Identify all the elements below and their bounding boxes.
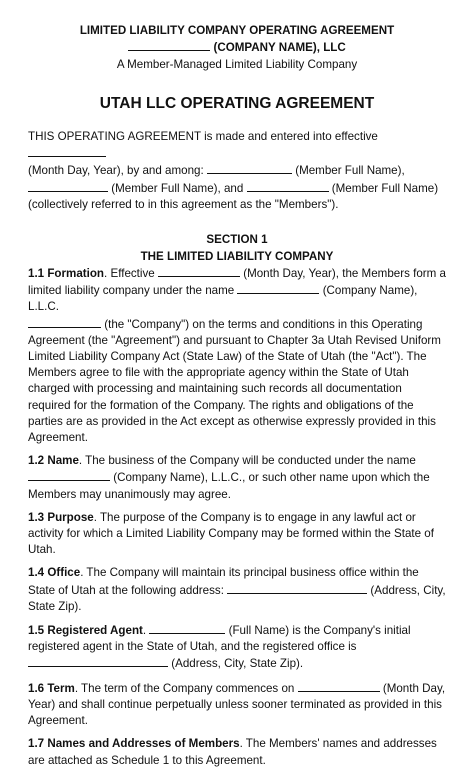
- clause-1-1-text-c: (Company Name), L.L.C.: [28, 284, 418, 314]
- clause-1-3: [28, 510, 446, 559]
- clause-1-1-text-b: (Month Day, Year), the Members form a limited liability company under the name: [28, 267, 446, 298]
- clause-1-5-text-a: .: [142, 624, 147, 638]
- clause-1-4-text-a: . The Company will maintain its principal business office within the State of Utah at the following address:: [28, 566, 419, 597]
- formation-date-blank: [158, 265, 240, 277]
- clause-1-3-text-a: . The purpose of the Company is to engage in any lawful act or activity for which a Limited Liability Company may be formed within the State of Utah.: [28, 510, 434, 557]
- clause-1-6-label: 1.6 Term: [28, 681, 75, 695]
- clause-1-5-text-c: (Address, City, State Zip).: [171, 657, 304, 671]
- clause-1-1: [28, 265, 446, 446]
- clause-1-3-label: 1.3 Purpose: [28, 510, 94, 524]
- section-name: THE LIMITED LIABILITY COMPANY: [140, 250, 334, 264]
- intro-text-e: (Member Full Name): [331, 181, 439, 195]
- doc-header-company-name: [28, 39, 446, 56]
- clause-1-5-label: 1.5 Registered Agent: [28, 624, 143, 638]
- effective-date-blank: [28, 145, 106, 157]
- intro-text-b: (Month Day, Year), by and among:: [28, 164, 204, 178]
- clause-1-7: [28, 736, 446, 768]
- section-number: SECTION 1: [206, 233, 268, 247]
- intro-text-c: (Member Full Name),: [295, 164, 405, 178]
- clause-1-6-text-a: . The term of the Company commences on: [74, 681, 295, 695]
- clause-1-6-text-b: (Month Day, Year) and shall continue perpetually unless sooner terminated as provided in this Agreement.: [28, 681, 446, 728]
- office-address-blank: [227, 582, 367, 594]
- member1-blank: [207, 162, 292, 174]
- member2-blank: [28, 180, 108, 192]
- clause-1-2-text-a: . The business of the Company will be conducted under the name: [78, 454, 416, 468]
- agent-address-blank: [28, 655, 168, 667]
- clause-1-7-label: 1.7 Names and Addresses of Members: [28, 737, 240, 751]
- clause-1-5-text-b: (Full Name) is the Company's initial registered agent in the State of Utah, and the registered office is: [28, 624, 411, 654]
- doc-title: UTAH LLC OPERATING AGREEMENT: [99, 95, 375, 112]
- formation-company-blank: [237, 282, 319, 294]
- doc-subtitle: A Member-Managed Limited Liability Company: [116, 58, 358, 71]
- company-name-blank: [128, 39, 210, 51]
- clause-1-1-label: 1.1 Formation: [28, 267, 105, 281]
- company-name-suffix: (COMPANY NAME), LLC: [213, 41, 346, 54]
- intro-text-f: (collectively referred to in this agreement as the "Members").: [28, 197, 339, 211]
- member3-blank: [247, 180, 329, 192]
- clause-1-2-label: 1.2 Name: [28, 454, 79, 468]
- name-blank: [28, 469, 110, 481]
- intro-paragraph: [28, 129, 446, 213]
- intro-text-a: THIS OPERATING AGREEMENT is made and entered into effective: [28, 130, 378, 143]
- clause-1-6: [28, 680, 446, 730]
- clause-1-5: [28, 622, 446, 673]
- term-date-blank: [298, 680, 380, 692]
- clause-1-1-text-a: . Effective: [104, 267, 155, 281]
- clause-1-2: [28, 453, 446, 503]
- clause-1-4-text-b: (Address, City, State Zip).: [28, 583, 446, 613]
- formation-company-blank-2: [28, 316, 101, 328]
- clause-1-1-text-d: (the "Company") on the terms and conditions in this Operating Agreement (the "Agreement") and pursuant to Chapter 3a Utah Revised Uniform Limited Liability Company Act (State Law) of the State of Utah (the "Act"). The Members agree to file with the appropriate agency within the State of Utah charged with processing and maintaining such records all documentation required for the formation of the Company. The rights and obligations of the parties are as provided in the Act except as otherwise expressly provided in this Agreement.: [28, 317, 441, 445]
- clause-1-4: [28, 565, 446, 615]
- intro-text-d: (Member Full Name), and: [111, 181, 244, 195]
- agent-name-blank: [149, 622, 225, 634]
- clause-1-2-text-b: (Company Name), L.L.C., or such other name upon which the Members may unanimously may agree.: [28, 471, 430, 501]
- doc-header-line1: LIMITED LIABILITY COMPANY OPERATING AGREEMENT: [79, 24, 395, 37]
- clause-1-7-text-a: . The Members' names and addresses are attached as Schedule 1 to this Agreement.: [28, 737, 437, 767]
- clause-1-4-label: 1.4 Office: [28, 566, 81, 580]
